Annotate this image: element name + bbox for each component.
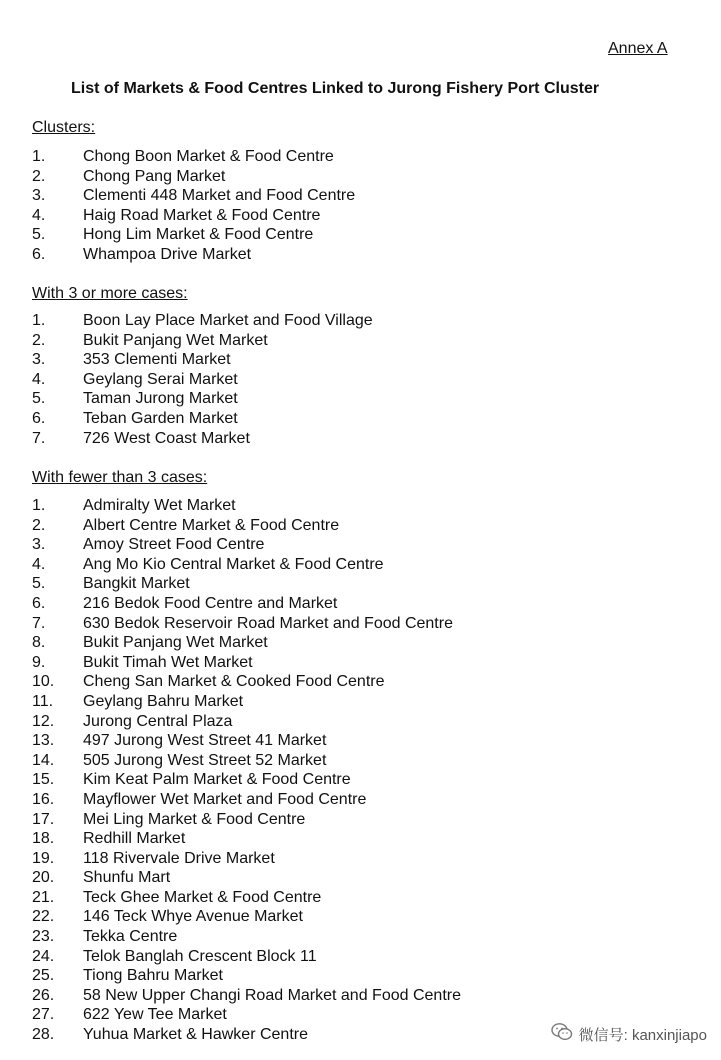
item-number: 2. xyxy=(32,331,46,349)
item-name: Cheng San Market & Cooked Food Centre xyxy=(83,673,385,691)
document-title: List of Markets & Food Centres Linked to Jurong Fishery Port Cluster xyxy=(71,80,600,97)
list-item xyxy=(32,712,461,732)
list-item xyxy=(32,986,461,1006)
list-3-or-more xyxy=(32,311,373,448)
item-name: Jurong Central Plaza xyxy=(83,712,233,730)
item-number: 5. xyxy=(32,575,46,593)
list-item xyxy=(32,516,461,536)
annex-label: Annex A xyxy=(608,40,668,57)
item-number: 24. xyxy=(32,947,55,965)
list-item xyxy=(32,790,461,810)
item-name: Redhill Market xyxy=(83,830,186,848)
item-name: 630 Bedok Reservoir Road Market and Food Centre xyxy=(83,614,453,632)
item-number: 27. xyxy=(32,1006,55,1024)
item-name: Haig Road Market & Food Centre xyxy=(83,206,321,224)
item-name: Tiong Bahru Market xyxy=(83,967,223,985)
item-number: 8. xyxy=(32,634,46,652)
item-number: 1. xyxy=(32,497,46,514)
wechat-watermark xyxy=(551,1022,707,1046)
item-name: 58 New Upper Changi Road Market and Food Centre xyxy=(83,986,461,1004)
list-item xyxy=(32,1005,461,1025)
item-number: 6. xyxy=(32,409,46,427)
item-name: Hong Lim Market & Food Centre xyxy=(83,226,314,244)
list-item xyxy=(32,245,355,265)
item-name: 497 Jurong West Street 41 Market xyxy=(83,732,327,750)
item-number: 3. xyxy=(32,536,46,554)
item-name: 118 Rivervale Drive Market xyxy=(83,849,275,867)
item-number: 25. xyxy=(32,967,55,985)
item-number: 11. xyxy=(32,692,54,710)
item-number: 2. xyxy=(32,516,46,534)
item-number: 10. xyxy=(32,673,55,691)
list-item xyxy=(32,186,355,206)
section-heading-fewer-than-3: With fewer than 3 cases: xyxy=(32,469,208,486)
list-item xyxy=(32,751,461,771)
item-name: 353 Clementi Market xyxy=(83,351,231,369)
list-item xyxy=(32,927,461,947)
list-item xyxy=(32,1025,461,1045)
list-item xyxy=(32,849,461,869)
item-name: Admiralty Wet Market xyxy=(83,497,236,514)
item-number: 4. xyxy=(32,206,46,224)
item-name: Shunfu Mart xyxy=(83,869,171,887)
item-number: 17. xyxy=(32,810,55,828)
item-name: Amoy Street Food Centre xyxy=(83,536,265,554)
item-name: Chong Pang Market xyxy=(83,167,226,185)
item-name: Whampoa Drive Market xyxy=(83,245,252,263)
item-name: Kim Keat Palm Market & Food Centre xyxy=(83,771,351,789)
item-number: 26. xyxy=(32,986,55,1004)
item-number: 5. xyxy=(32,390,46,408)
item-number: 18. xyxy=(32,830,55,848)
item-number: 28. xyxy=(32,1026,55,1044)
item-number: 20. xyxy=(32,869,55,887)
list-item xyxy=(32,311,373,331)
list-item xyxy=(32,574,461,594)
list-item xyxy=(32,409,373,429)
item-name: Albert Centre Market & Food Centre xyxy=(83,516,340,534)
item-number: 19. xyxy=(32,849,55,867)
item-name: Geylang Bahru Market xyxy=(83,692,244,710)
list-item xyxy=(32,535,461,555)
watermark-text: 微信号: kanxinjiapo xyxy=(578,1026,707,1044)
item-name: Mayflower Wet Market and Food Centre xyxy=(83,790,367,808)
list-item xyxy=(32,633,461,653)
item-name: Chong Boon Market & Food Centre xyxy=(83,148,334,165)
list-item xyxy=(32,614,461,634)
list-fewer-than-3 xyxy=(32,496,461,1045)
list-item xyxy=(32,966,461,986)
list-item xyxy=(32,594,461,614)
item-number: 23. xyxy=(32,928,55,946)
list-item xyxy=(32,731,461,751)
item-name: 505 Jurong West Street 52 Market xyxy=(83,751,327,769)
item-number: 12. xyxy=(32,712,55,730)
item-number: 22. xyxy=(32,908,55,926)
list-item xyxy=(32,653,461,673)
item-name: Bukit Timah Wet Market xyxy=(83,653,253,671)
section-heading-clusters: Clusters: xyxy=(32,119,96,136)
item-number: 4. xyxy=(32,555,46,573)
list-item xyxy=(32,829,461,849)
item-number: 7. xyxy=(32,614,46,632)
item-name: 216 Bedok Food Centre and Market xyxy=(83,594,338,612)
list-item xyxy=(32,810,461,830)
item-number: 14. xyxy=(32,751,55,769)
list-item xyxy=(32,868,461,888)
item-name: Clementi 448 Market and Food Centre xyxy=(83,187,356,205)
item-number: 1. xyxy=(32,148,46,165)
item-number: 21. xyxy=(32,888,55,906)
list-item xyxy=(32,770,461,790)
list-item xyxy=(32,429,373,449)
item-name: Bukit Panjang Wet Market xyxy=(83,634,268,652)
item-name: Telok Banglah Crescent Block 11 xyxy=(83,947,317,965)
item-number: 6. xyxy=(32,594,46,612)
item-name: Mei Ling Market & Food Centre xyxy=(83,810,306,828)
list-clusters xyxy=(32,147,355,265)
item-name: Boon Lay Place Market and Food Village xyxy=(83,312,373,329)
item-name: 622 Yew Tee Market xyxy=(83,1006,227,1024)
list-item xyxy=(32,206,355,226)
list-item xyxy=(32,496,461,516)
item-name: Geylang Serai Market xyxy=(83,370,238,388)
item-number: 16. xyxy=(32,790,55,808)
item-number: 3. xyxy=(32,187,46,205)
item-name: Bangkit Market xyxy=(83,575,190,593)
item-number: 7. xyxy=(32,429,46,447)
item-name: Bukit Panjang Wet Market xyxy=(83,331,268,349)
item-name: Teck Ghee Market & Food Centre xyxy=(83,888,322,906)
item-number: 9. xyxy=(32,653,46,671)
list-item xyxy=(32,167,355,187)
list-item xyxy=(32,907,461,927)
item-number: 2. xyxy=(32,167,46,185)
list-item xyxy=(32,331,373,351)
item-name: Yuhua Market & Hawker Centre xyxy=(83,1026,308,1044)
item-number: 15. xyxy=(32,771,55,789)
item-number: 3. xyxy=(32,351,46,369)
item-name: Teban Garden Market xyxy=(83,409,238,427)
list-item xyxy=(32,350,373,370)
item-name: 726 West Coast Market xyxy=(83,429,250,447)
section-heading-3-or-more: With 3 or more cases: xyxy=(32,285,188,302)
list-item xyxy=(32,692,461,712)
list-item xyxy=(32,888,461,908)
item-name: Tekka Centre xyxy=(83,928,178,946)
item-number: 5. xyxy=(32,226,46,244)
list-item xyxy=(32,147,355,167)
list-item xyxy=(32,370,373,390)
wechat-icon xyxy=(551,1022,573,1046)
list-item xyxy=(32,389,373,409)
item-name: 146 Teck Whye Avenue Market xyxy=(83,908,303,926)
item-name: Taman Jurong Market xyxy=(83,390,238,408)
item-number: 6. xyxy=(32,245,46,263)
list-item xyxy=(32,947,461,967)
list-item xyxy=(32,555,461,575)
list-item xyxy=(32,225,355,245)
item-number: 1. xyxy=(32,312,46,329)
list-item xyxy=(32,672,461,692)
item-number: 13. xyxy=(32,732,55,750)
item-number: 4. xyxy=(32,370,46,388)
item-name: Ang Mo Kio Central Market & Food Centre xyxy=(83,555,384,573)
